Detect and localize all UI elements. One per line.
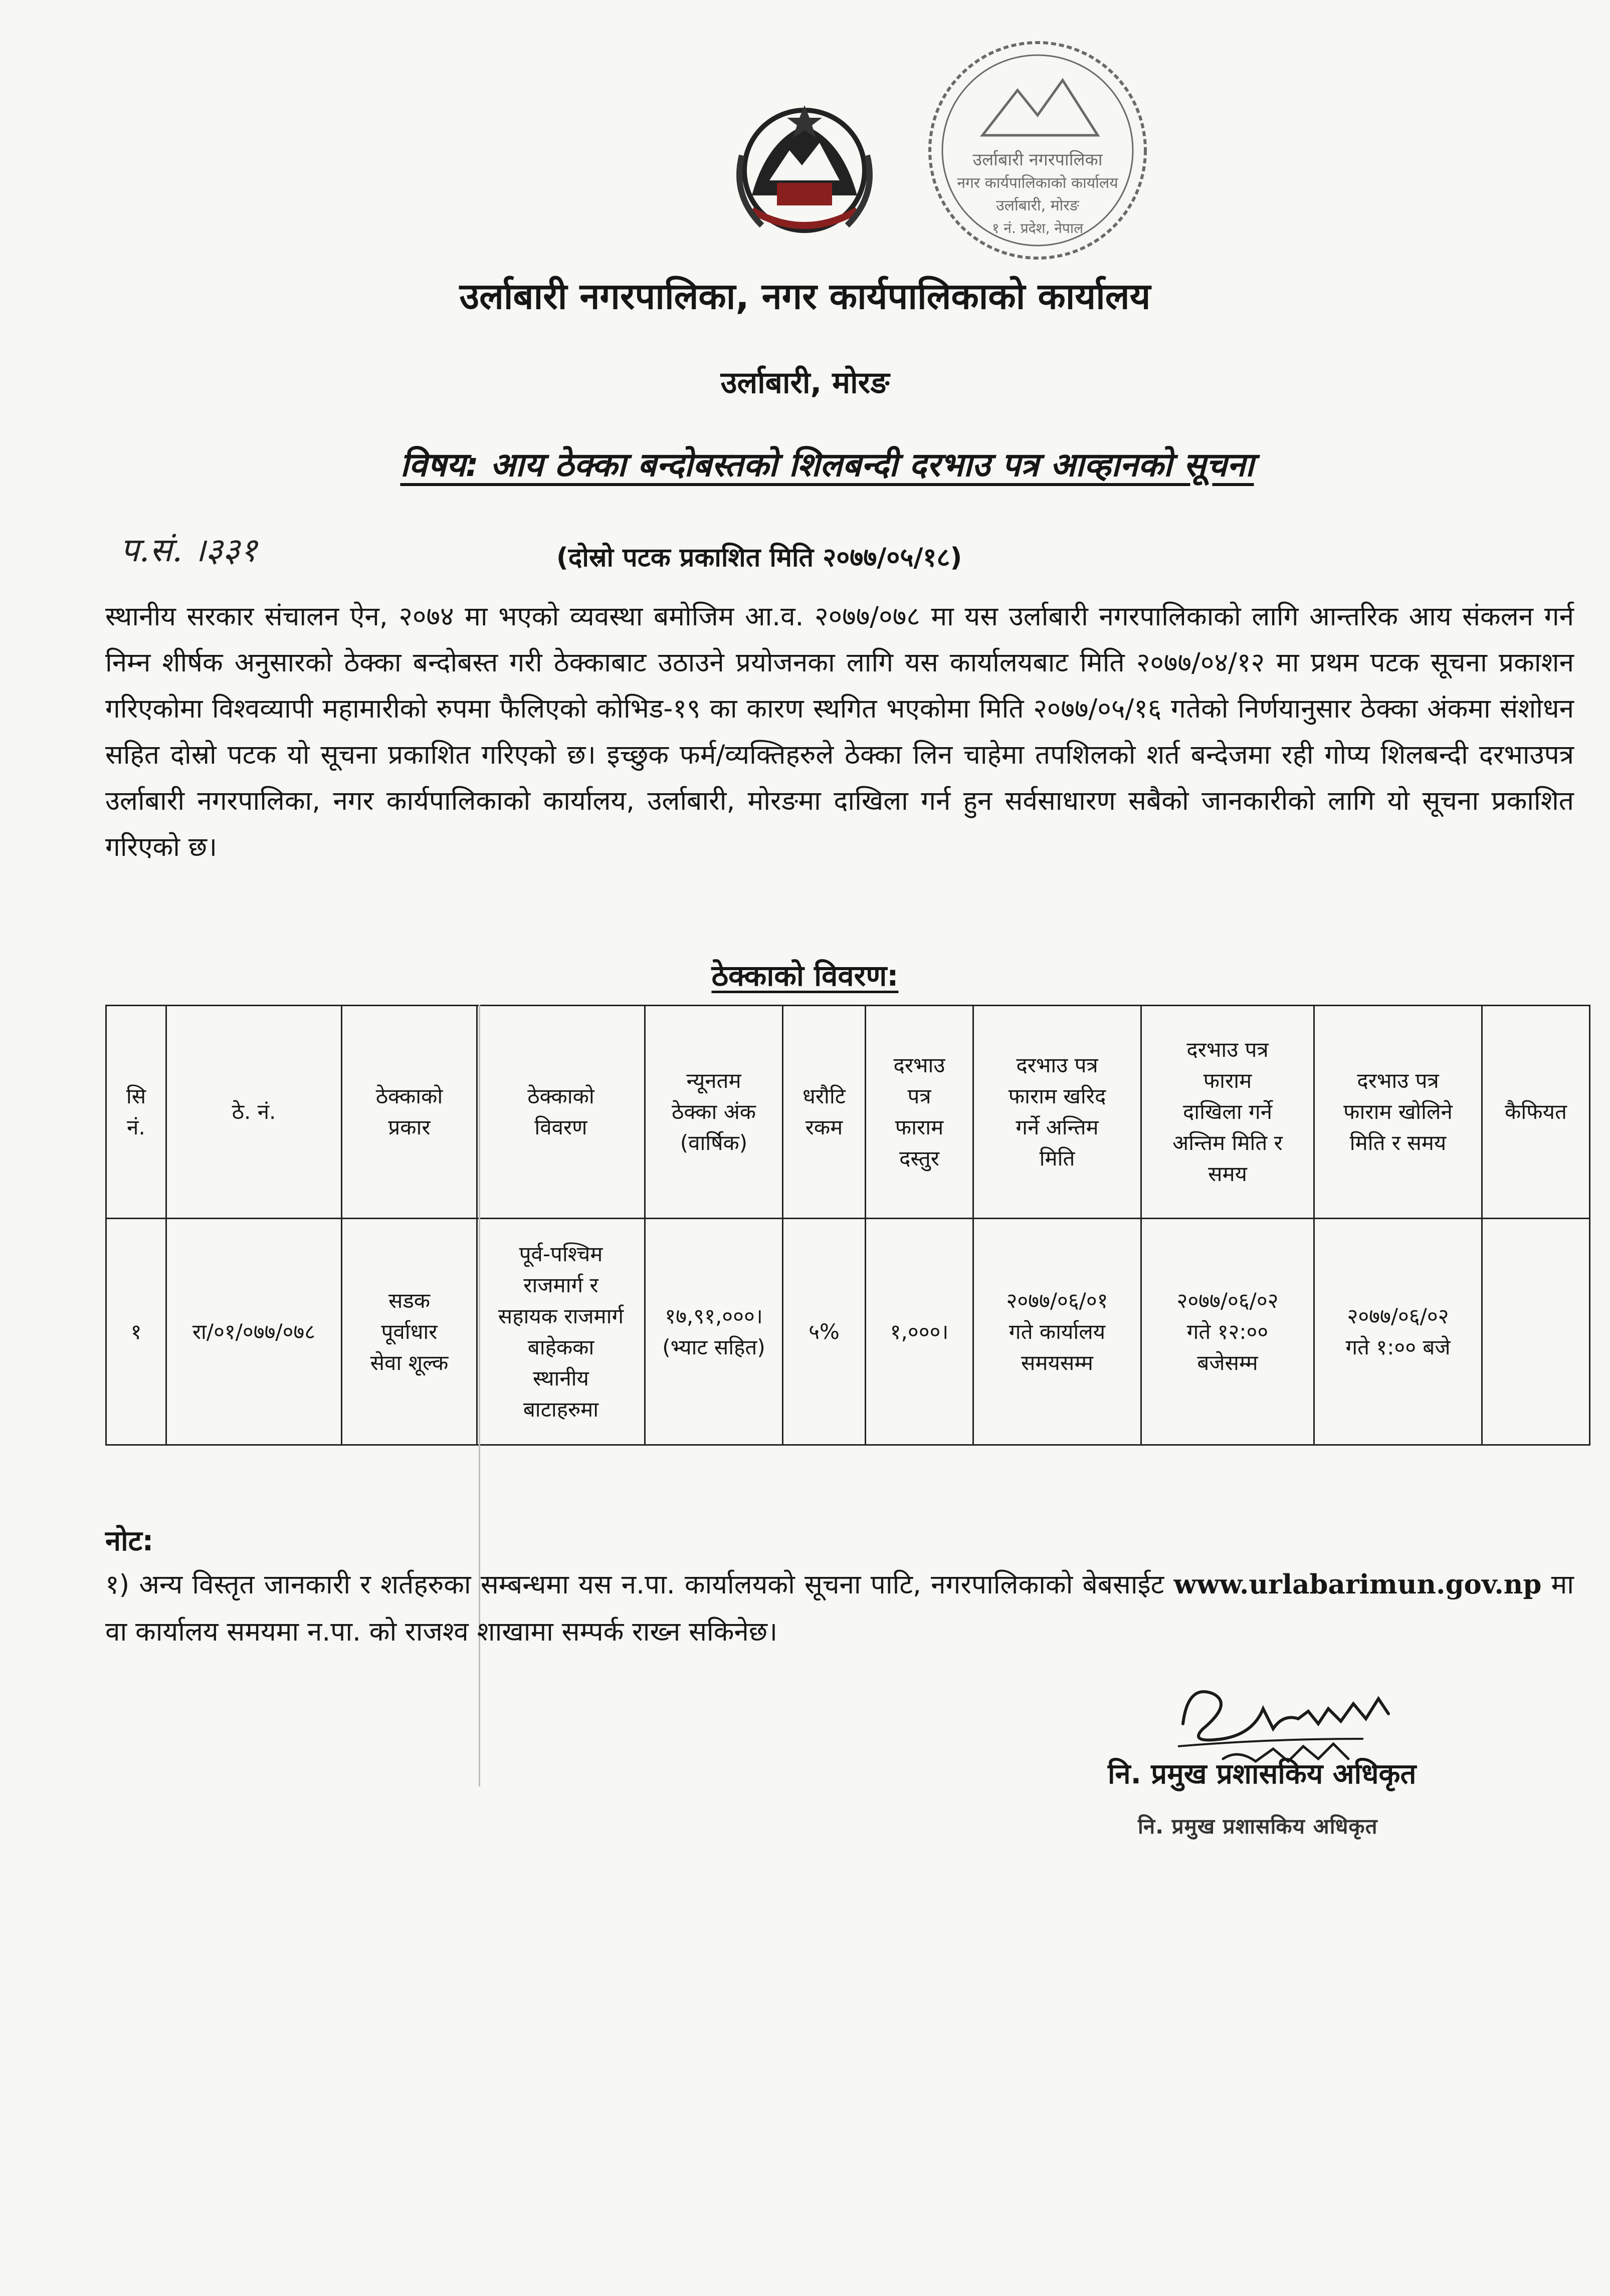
table-cell: २०७७/०६/०२ गते १:०० बजे: [1314, 1219, 1482, 1445]
table-cell: [1482, 1219, 1590, 1445]
note-item-1: [105, 1561, 1574, 1656]
table-cell: १७,९१,०००। (भ्याट सहित): [645, 1219, 783, 1445]
table-header-row: [106, 1006, 1590, 1219]
notice-subject: विषय: आय ठेक्का बन्दोबस्तको शिलबन्दी दरभाउ पत्र आव्हानको सूचना: [400, 445, 1254, 484]
office-seal-stamp: [922, 35, 1153, 266]
table-cell: पूर्व-पश्चिम राजमार्ग र सहायक राजमार्ग बाहेकका स्थानीय बाटाहरुमा: [477, 1219, 645, 1445]
column-header: कैफियत: [1482, 1006, 1590, 1219]
table-cell: १,०००।: [866, 1219, 973, 1445]
table-row: [106, 1219, 1590, 1445]
officer-title: नि. प्रमुख प्रशासकिय अधिकृत: [1108, 1758, 1417, 1790]
column-header: सि नं.: [106, 1006, 166, 1219]
column-header: ठेक्काको विवरण: [477, 1006, 645, 1219]
note-item-1-text-end: मा वा कार्यालय समयमा न.पा. को राजश्व शाखामा सम्पर्क राख्न सकिनेछ।: [105, 1569, 1574, 1647]
column-header: दरभाउ पत्र फाराम खरिद गर्ने अन्तिम मिति: [973, 1006, 1141, 1219]
column-header: धरौटि रकम: [783, 1006, 866, 1219]
column-header: दरभाउ पत्र फाराम दाखिला गर्ने अन्तिम मिति र समय: [1141, 1006, 1314, 1219]
officer-name-stamp: नि. प्रमुख प्रशासकिय अधिकृत: [1138, 1814, 1378, 1839]
svg-text:उर्लाबारी, मोरङ: उर्लाबारी, मोरङ: [996, 197, 1079, 214]
svg-text:उर्लाबारी नगरपालिका: उर्लाबारी नगरपालिका: [972, 150, 1103, 170]
svg-text:१ नं. प्रदेश, नेपाल: १ नं. प्रदेश, नेपाल: [991, 220, 1084, 237]
column-header: ठे. नं.: [166, 1006, 342, 1219]
contract-details-table: [105, 1005, 1590, 1446]
publish-date: (दोस्रो पटक प्रकाशित मिति २०७७/०५/१८): [556, 543, 962, 573]
svg-text:नगर कार्यपालिकाको कार्यालय: नगर कार्यपालिकाको कार्यालय: [957, 174, 1118, 192]
reference-number: प.सं. ।३३१: [120, 531, 258, 569]
column-header: दरभाउ पत्र फाराम खोलिने मिति र समय: [1314, 1006, 1482, 1219]
table-cell: ५%: [783, 1219, 866, 1445]
office-location: उर्लाबारी, मोरङ: [720, 365, 890, 400]
nepal-emblem-icon: [722, 95, 887, 246]
column-header: ठेक्काको प्रकार: [342, 1006, 477, 1219]
table-cell: १: [106, 1219, 166, 1445]
contract-details-heading: ठेक्काको विवरण:: [711, 959, 899, 993]
paper-fold-line: [479, 1005, 480, 1786]
office-title: उर्लाबारी नगरपालिका, नगर कार्यपालिकाको कार्यालय: [459, 275, 1151, 317]
column-header: न्यूनतम ठेक्का अंक (वार्षिक): [645, 1006, 783, 1219]
column-header: दरभाउ पत्र फाराम दस्तुर: [866, 1006, 973, 1219]
notice-body-paragraph: स्थानीय सरकार संचालन ऐन, २०७४ मा भएको व्यवस्था बमोजिम आ.व. २०७७/०७८ मा यस उर्लाबारी नगरपालिकाको लागि आन्तरिक आय संकलन गर्न निम्न शीर्षक अनुसारको ठेक्का बन्दोबस्त गरी ठेक्काबाट उठाउने प्रयोजनका लागि यस कार्यालयबाट मिति २०७७/०४/१२ मा प्रथम पटक सूचना प्रकाशन गरिएकोमा विश्वव्यापी महामारीको रुपमा फैलिएको कोभिड-१९ का कारण स्थगित भएकोमा मिति २०७७/०५/१६ गतेको निर्णयानुसार ठेक्का अंकमा संशोधन सहित दोस्रो पटक यो सूचना प्रकाशित गरिएको छ। इच्छुक फर्म/व्यक्तिहरुले ठेक्का लिन चाहेमा तपशिलको शर्त बन्देजमा रही गोप्य शिलबन्दी दरभाउपत्र उर्लाबारी नगरपालिका, नगर कार्यपालिकाको कार्यालय, उर्लाबारी, मोरङमा दाखिला गर्न हुन सर्वसाधारण सबैको जानकारीको लागि यो सूचना प्रकाशित गरिएको छ।: [105, 601, 1574, 862]
note-item-1-text: १) अन्य विस्तृत जानकारी र शर्तहरुका सम्बन्धमा यस न.पा. कार्यालयको सूचना पाटि, नगरपालिकाको बेबसाईट: [105, 1569, 1174, 1600]
table-cell: सडक पूर्वाधार सेवा शूल्क: [342, 1219, 477, 1445]
website-link[interactable]: www.urlabarimun.gov.np: [1173, 1569, 1542, 1600]
note-label: नोट:: [105, 1525, 154, 1557]
table-cell: २०७७/०६/०१ गते कार्यालय समयसम्म: [973, 1219, 1141, 1445]
table-cell: २०७७/०६/०२ गते १२:०० बजेसम्म: [1141, 1219, 1314, 1445]
table-cell: रा/०१/०७७/०७८: [166, 1219, 342, 1445]
